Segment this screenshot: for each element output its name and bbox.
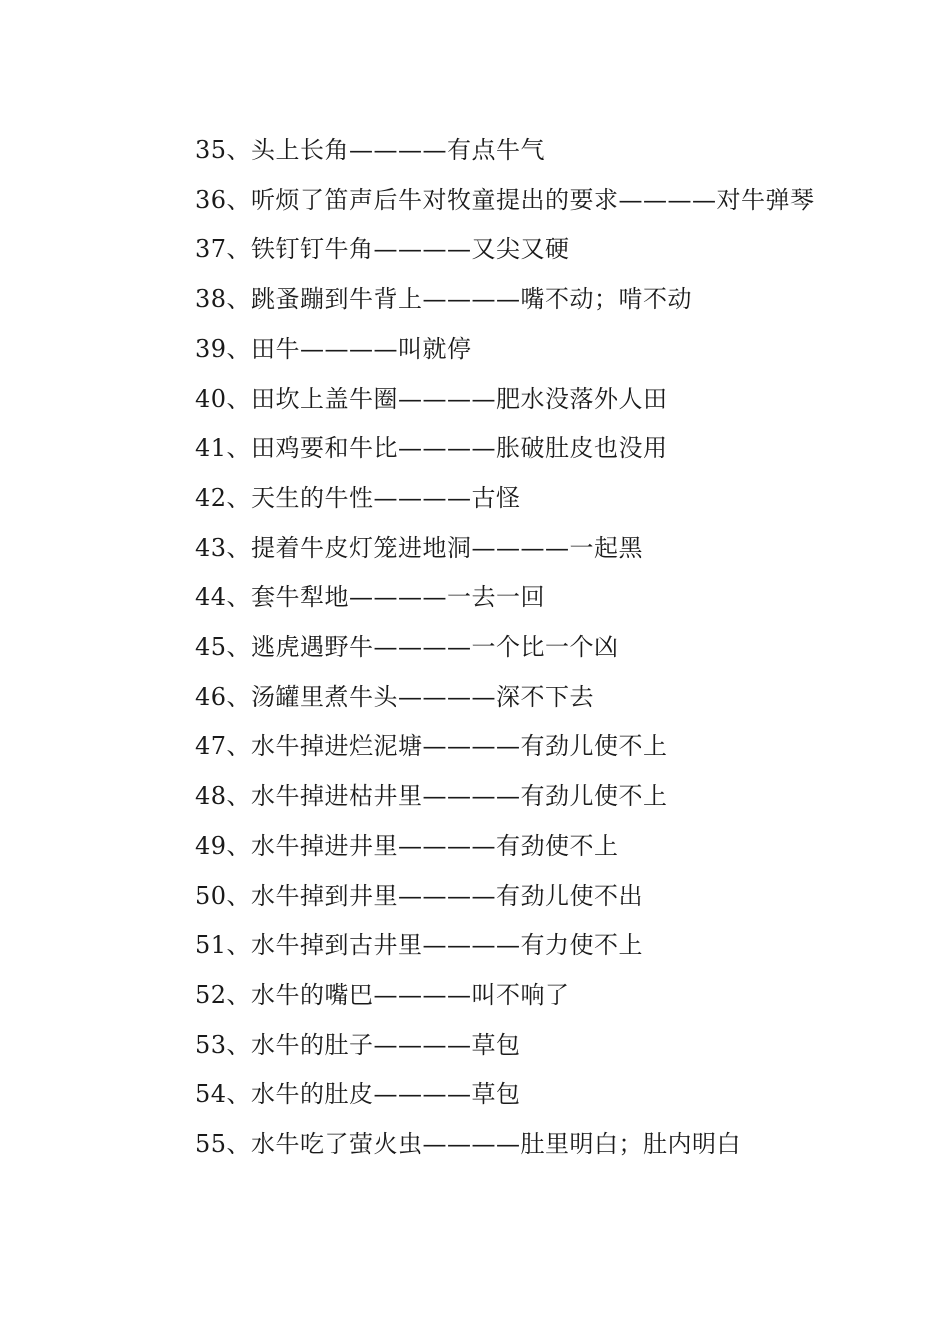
list-item: 53、水牛的肚子————草包 xyxy=(195,1030,521,1059)
list-item: 35、头上长角————有点牛气 xyxy=(195,136,546,164)
list-item: 41、田鸡要和牛比————胀破肚皮也没用 xyxy=(195,434,668,463)
list-item: 40、田坎上盖牛圈————肥水没落外人田 xyxy=(195,384,668,413)
list-item: 39、田牛————叫就停 xyxy=(195,334,472,363)
list-item: 45、逃虎遇野牛————一个比一个凶 xyxy=(195,633,619,662)
list-item: 38、跳蚤蹦到牛背上————嘴不动；啃不动 xyxy=(195,285,693,314)
list-item: 36、听烦了笛声后牛对牧童提出的要求————对牛弹琴 xyxy=(195,185,815,214)
idiom-list xyxy=(145,126,825,1170)
list-item: 47、水牛掉进烂泥塘————有劲儿使不上 xyxy=(195,732,668,761)
list-item: 42、天生的牛性————古怪 xyxy=(195,483,521,512)
list-item: 54、水牛的肚皮————草包 xyxy=(195,1080,521,1109)
list-item: 49、水牛掉进井里————有劲使不上 xyxy=(195,831,619,860)
list-item: 44、套牛犁地————一去一回 xyxy=(195,583,546,612)
list-item: 46、汤罐里煮牛头————深不下去 xyxy=(195,682,595,711)
list-item: 50、水牛掉到井里————有劲儿使不出 xyxy=(195,881,644,910)
list-item: 37、铁钉钉牛角————又尖又硬 xyxy=(195,235,570,264)
list-item: 52、水牛的嘴巴————叫不响了 xyxy=(195,980,570,1009)
list-item: 48、水牛掉进枯井里————有劲儿使不上 xyxy=(195,782,668,811)
list-item: 43、提着牛皮灯笼进地洞————一起黑 xyxy=(195,533,644,562)
list-item: 51、水牛掉到古井里————有力使不上 xyxy=(195,931,644,960)
list-item: 55、水牛吃了萤火虫————肚里明白；肚内明白 xyxy=(195,1130,742,1159)
